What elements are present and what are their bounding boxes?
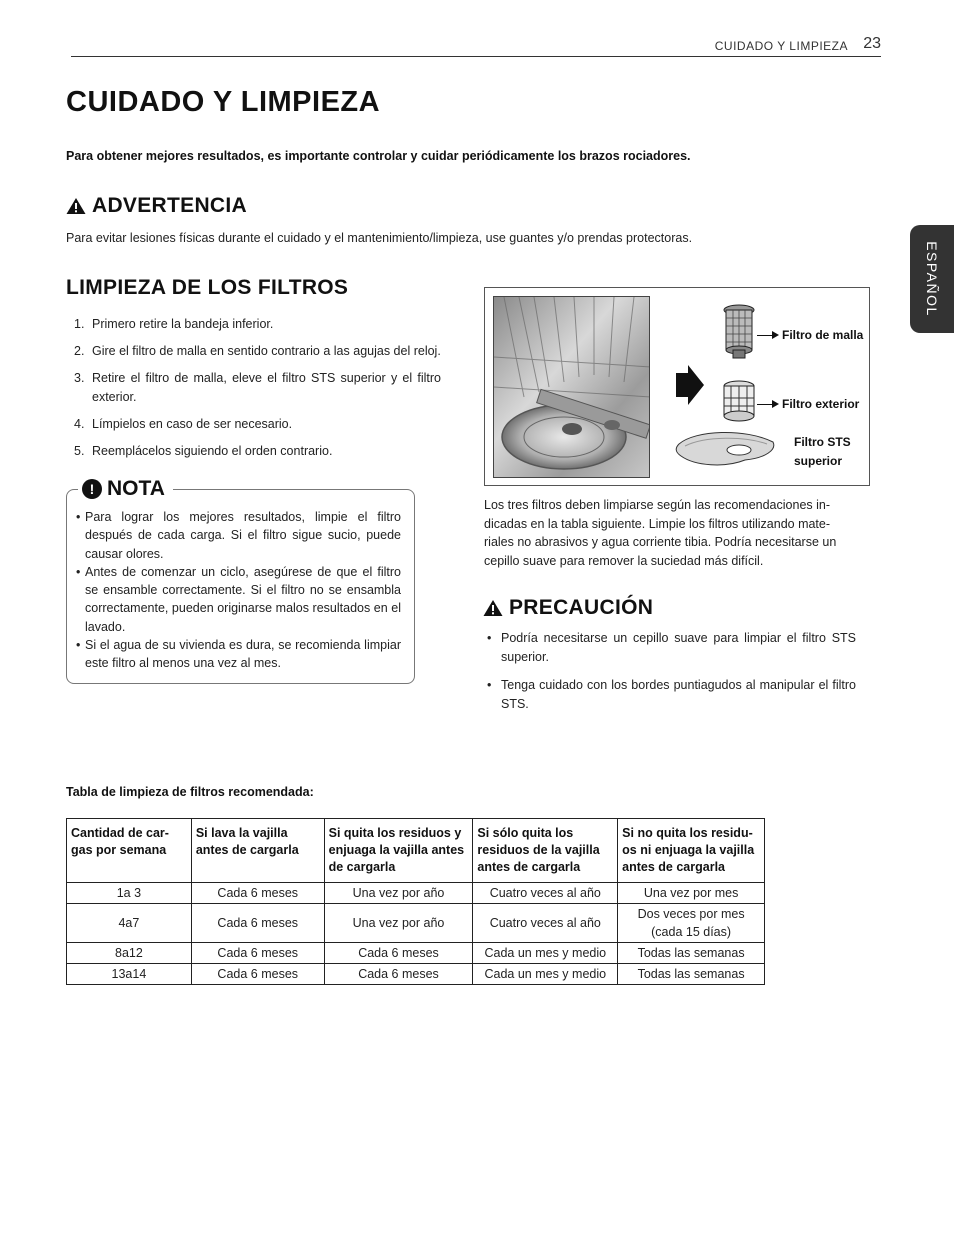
nota-heading-text: NOTA (107, 477, 165, 500)
filters-figure (484, 287, 870, 486)
precaucion-heading-text: PRECAUCIÓN (509, 596, 654, 619)
dishwasher-interior-photo (493, 296, 650, 478)
label-filtro-malla: Filtro de malla (782, 328, 864, 342)
table-cell: Cada 6 meses (324, 943, 473, 964)
advertencia-text: Para evitar lesiones físicas durante el cuidado y el mantenimiento/limpieza, use guantes y/o prendas protectoras. (66, 231, 693, 245)
table-cell: 1a 3 (67, 883, 192, 904)
table-row (67, 943, 765, 964)
nota-item: • Antes de comenzar un ciclo, asegúrese de que el filtro se ensamble correctamente. Si el filtro no se ensambla correctamente, pueden originarse malos resultados en el lavado. (76, 564, 401, 634)
table-cell: 8a12 (67, 943, 192, 964)
exclamation-icon: ! (82, 479, 102, 499)
language-tab-label: ESPAÑOL (924, 241, 940, 317)
intro-text: Para obtener mejores resultados, es importante controlar y cuidar periódicamente los brazos rociadores. (66, 149, 691, 163)
precaucion-item: • Podría necesitarse un cepillo suave para limpiar el filtro STS superior. (487, 631, 856, 664)
precaucion-heading (483, 596, 653, 620)
nota-list (76, 508, 401, 673)
filter-cleaning-table (66, 818, 765, 985)
table-cell: Todas las semanas (618, 943, 765, 964)
filtros-heading: LIMPIEZA DE LOS FILTROS (66, 276, 349, 299)
filtros-steps (66, 315, 441, 469)
nota-item: • Si el agua de su vivienda es dura, se recomienda limpiar este filtro al menos una vez al mes. (76, 638, 401, 671)
page-number: 23 (863, 35, 881, 52)
table-cell: Cada 6 meses (191, 943, 324, 964)
table-header-row (67, 819, 765, 883)
arrow-right-icon (676, 365, 704, 405)
table-cell: Todas las semanas (618, 964, 765, 985)
table-cell: Una vez por año (324, 883, 473, 904)
table-cell: Dos veces por mes (cada 15 días) (618, 904, 765, 943)
mesh-filter-icon (722, 304, 756, 360)
step-item: 5. Reemplácelos siguiendo el orden contrario. (74, 444, 333, 458)
table-cell: Cuatro veces al año (473, 883, 618, 904)
table-cell: 13a14 (67, 964, 192, 985)
figure-description: Los tres filtros deben limpiarse según las recomendaciones in-dicadas en la tabla siguiente. Limpie los filtros utilizando mate-riales no abrasivos y agua corriente tibia. Podría necesitarse un cepillo suave para remover la suciedad más difícil. (484, 498, 837, 568)
label-filtro-sts-superior: superior (794, 454, 843, 468)
warning-triangle-icon (66, 197, 86, 215)
precaucion-list (484, 629, 856, 723)
table-cell: 4a7 (67, 904, 192, 943)
nota-heading (78, 477, 173, 501)
advertencia-heading-text: ADVERTENCIA (92, 194, 247, 217)
step-item: 3. Retire el filtro de malla, eleve el filtro STS superior y el filtro exterior. (74, 371, 441, 404)
table-header-cell: Cantidad de car-gas por semana (67, 819, 192, 883)
advertencia-heading (66, 194, 247, 218)
table-cell: Una vez por año (324, 904, 473, 943)
table-header-cell: Si no quita los residu-os ni enjuaga la vajilla antes de cargarla (618, 819, 765, 883)
table-cell: Cuatro veces al año (473, 904, 618, 943)
table-header-cell: Si quita los residuos y enjuaga la vajilla antes de cargarla (324, 819, 473, 883)
malla-pointer (757, 335, 777, 336)
page-title: CUIDADO Y LIMPIEZA (66, 86, 381, 118)
step-item: 4. Límpielos en caso de ser necesario. (74, 417, 293, 431)
header-divider (71, 56, 881, 57)
exterior-pointer (757, 404, 777, 405)
table-cell: Cada 6 meses (324, 964, 473, 985)
header-section-title: CUIDADO Y LIMPIEZA (714, 39, 848, 53)
table-cell: Cada 6 meses (191, 964, 324, 985)
nota-item: • Para lograr los mejores resultados, limpie el filtro después de cada carga. Si el filtro sigue sucio, puede causar olores. (76, 510, 401, 561)
step-item: 1. Primero retire la bandeja inferior. (74, 317, 274, 331)
step-item: 2. Gire el filtro de malla en sentido contrario a las agujas del reloj. (74, 344, 441, 358)
table-row (67, 883, 765, 904)
sts-filter-icon (675, 428, 777, 470)
language-tab (910, 225, 954, 333)
precaucion-item: • Tenga cuidado con los bordes puntiagudos al manipular el filtro STS. (487, 678, 856, 711)
table-header-cell: Si lava la vajilla antes de cargarla (191, 819, 324, 883)
label-filtro-exterior: Filtro exterior (782, 397, 860, 411)
table-cell: Cada 6 meses (191, 904, 324, 943)
table-row (67, 904, 765, 943)
exterior-filter-icon (722, 380, 756, 424)
table-cell: Cada un mes y medio (473, 943, 618, 964)
label-filtro-sts: Filtro STS (794, 435, 851, 449)
table-cell: Cada un mes y medio (473, 964, 618, 985)
table-title: Tabla de limpieza de filtros recomendada: (66, 785, 314, 799)
table-cell: Una vez por mes (618, 883, 765, 904)
table-cell: Cada 6 meses (191, 883, 324, 904)
table-header-cell: Si sólo quita los residuos de la vajilla antes de cargarla (473, 819, 618, 883)
warning-triangle-icon (483, 599, 503, 617)
table-row (67, 964, 765, 985)
